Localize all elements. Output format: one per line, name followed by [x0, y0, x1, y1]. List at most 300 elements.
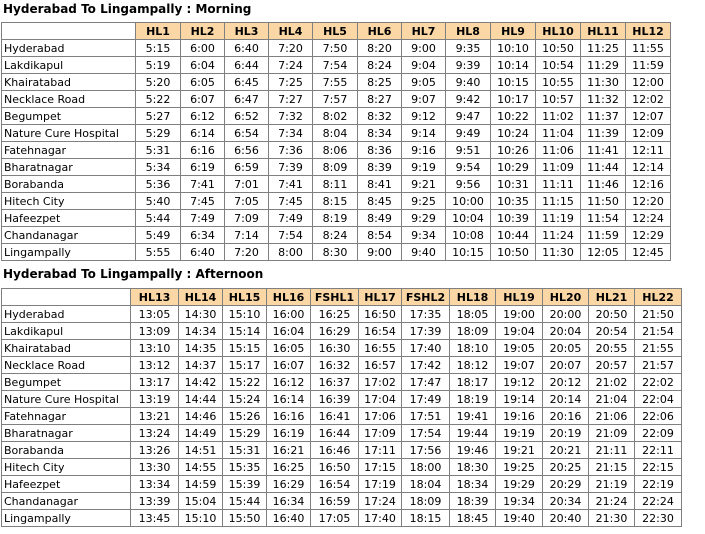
departure-time-cell: 15:50: [223, 510, 267, 527]
departure-time-cell: 7:20: [269, 40, 313, 57]
departure-time-cell: 17:42: [402, 357, 450, 374]
departure-time-cell: 5:19: [136, 57, 181, 74]
departure-time-cell: 14:35: [179, 340, 223, 357]
departure-time-cell: 11:04: [536, 125, 581, 142]
departure-time-cell: 14:59: [179, 476, 223, 493]
departure-time-cell: 16:16: [267, 408, 311, 425]
departure-time-cell: 16:29: [311, 323, 359, 340]
departure-time-cell: 16:50: [359, 306, 402, 323]
departure-time-cell: 13:05: [131, 306, 179, 323]
station-name-cell: Bharatnagar: [2, 159, 136, 176]
departure-time-cell: 10:50: [491, 244, 536, 261]
departure-time-cell: 20:40: [543, 510, 589, 527]
departure-time-cell: 17:49: [402, 391, 450, 408]
departure-time-cell: 11:39: [581, 125, 626, 142]
departure-time-cell: 5:27: [136, 108, 181, 125]
departure-time-cell: 16:19: [267, 425, 311, 442]
departure-time-cell: 17:39: [402, 323, 450, 340]
departure-time-cell: 21:04: [589, 391, 635, 408]
departure-time-cell: 20:55: [589, 340, 635, 357]
departure-time-cell: 19:05: [496, 340, 543, 357]
departure-time-cell: 20:14: [543, 391, 589, 408]
departure-time-cell: 22:15: [635, 459, 682, 476]
departure-time-cell: 18:05: [450, 306, 496, 323]
departure-time-cell: 9:12: [402, 108, 446, 125]
station-name-cell: Khairatabad: [2, 340, 131, 357]
departure-time-cell: 17:47: [402, 374, 450, 391]
departure-time-cell: 9:14: [402, 125, 446, 142]
departure-time-cell: 6:16: [181, 142, 225, 159]
departure-time-cell: 18:39: [450, 493, 496, 510]
departure-time-cell: 19:00: [496, 306, 543, 323]
departure-time-cell: 22:04: [635, 391, 682, 408]
departure-time-cell: 15:35: [223, 459, 267, 476]
departure-time-cell: 9:25: [402, 193, 446, 210]
timetable-row: [2, 142, 671, 159]
train-number-header: HL14: [179, 289, 223, 306]
departure-time-cell: 7:55: [313, 74, 358, 91]
header-row: [2, 23, 671, 40]
station-name-cell: Bharatnagar: [2, 425, 131, 442]
timetable-row: [2, 391, 682, 408]
departure-time-cell: 7:49: [181, 210, 225, 227]
afternoon-section-title: Hyderabad To Lingampally : Afternoon: [3, 267, 264, 281]
departure-time-cell: 8:19: [313, 210, 358, 227]
departure-time-cell: 19:04: [496, 323, 543, 340]
departure-time-cell: 15:10: [223, 306, 267, 323]
departure-time-cell: 18:15: [402, 510, 450, 527]
departure-time-cell: 7:50: [313, 40, 358, 57]
departure-time-cell: 9:51: [446, 142, 491, 159]
departure-time-cell: 15:26: [223, 408, 267, 425]
departure-time-cell: 10:35: [491, 193, 536, 210]
departure-time-cell: 9:42: [446, 91, 491, 108]
station-header-cell: [2, 23, 136, 40]
departure-time-cell: 17:06: [359, 408, 402, 425]
departure-time-cell: 8:45: [358, 193, 402, 210]
departure-time-cell: 19:14: [496, 391, 543, 408]
departure-time-cell: 5:40: [136, 193, 181, 210]
departure-time-cell: 11:50: [581, 193, 626, 210]
timetable-row: [2, 493, 682, 510]
departure-time-cell: 5:44: [136, 210, 181, 227]
departure-time-cell: 17:15: [359, 459, 402, 476]
train-number-header: HL4: [269, 23, 313, 40]
departure-time-cell: 18:34: [450, 476, 496, 493]
departure-time-cell: 15:22: [223, 374, 267, 391]
departure-time-cell: 6:40: [181, 244, 225, 261]
timetable-row: [2, 340, 682, 357]
departure-time-cell: 20:04: [543, 323, 589, 340]
departure-time-cell: 22:30: [635, 510, 682, 527]
departure-time-cell: 6:12: [181, 108, 225, 125]
departure-time-cell: 8:32: [358, 108, 402, 125]
departure-time-cell: 11:46: [581, 176, 626, 193]
departure-time-cell: 9:40: [446, 74, 491, 91]
departure-time-cell: 8:36: [358, 142, 402, 159]
departure-time-cell: 7:45: [269, 193, 313, 210]
departure-time-cell: 14:46: [179, 408, 223, 425]
departure-time-cell: 6:05: [181, 74, 225, 91]
departure-time-cell: 13:10: [131, 340, 179, 357]
departure-time-cell: 17:05: [311, 510, 359, 527]
departure-time-cell: 21:19: [589, 476, 635, 493]
departure-time-cell: 17:09: [359, 425, 402, 442]
departure-time-cell: 9:39: [446, 57, 491, 74]
departure-time-cell: 11:41: [581, 142, 626, 159]
station-name-cell: Nature Cure Hospital: [2, 125, 136, 142]
departure-time-cell: 10:17: [491, 91, 536, 108]
departure-time-cell: 15:17: [223, 357, 267, 374]
station-name-cell: Necklace Road: [2, 357, 131, 374]
departure-time-cell: 19:34: [496, 493, 543, 510]
departure-time-cell: 12:00: [626, 74, 671, 91]
timetable-row: [2, 374, 682, 391]
departure-time-cell: 20:50: [589, 306, 635, 323]
departure-time-cell: 16:21: [267, 442, 311, 459]
departure-time-cell: 6:45: [225, 74, 269, 91]
departure-time-cell: 8:39: [358, 159, 402, 176]
departure-time-cell: 7:34: [269, 125, 313, 142]
departure-time-cell: 16:40: [267, 510, 311, 527]
departure-time-cell: 20:54: [589, 323, 635, 340]
departure-time-cell: 21:55: [635, 340, 682, 357]
departure-time-cell: 21:02: [589, 374, 635, 391]
station-name-cell: Chandanagar: [2, 493, 131, 510]
timetable-row: [2, 74, 671, 91]
departure-time-cell: 6:07: [181, 91, 225, 108]
departure-time-cell: 16:54: [359, 323, 402, 340]
station-name-cell: Lingampally: [2, 244, 136, 261]
departure-time-cell: 16:04: [267, 323, 311, 340]
departure-time-cell: 14:34: [179, 323, 223, 340]
train-number-header: HL7: [402, 23, 446, 40]
departure-time-cell: 7:05: [225, 193, 269, 210]
departure-time-cell: 12:11: [626, 142, 671, 159]
departure-time-cell: 16:57: [359, 357, 402, 374]
departure-time-cell: 10:57: [536, 91, 581, 108]
departure-time-cell: 21:06: [589, 408, 635, 425]
departure-time-cell: 9:54: [446, 159, 491, 176]
departure-time-cell: 10:54: [536, 57, 581, 74]
departure-time-cell: 9:40: [402, 244, 446, 261]
departure-time-cell: 18:17: [450, 374, 496, 391]
departure-time-cell: 10:14: [491, 57, 536, 74]
departure-time-cell: 11:11: [536, 176, 581, 193]
train-number-header: HL10: [536, 23, 581, 40]
station-name-cell: Lakdikapul: [2, 323, 131, 340]
departure-time-cell: 17:04: [359, 391, 402, 408]
station-name-cell: Hyderabad: [2, 40, 136, 57]
timetable-row: [2, 227, 671, 244]
departure-time-cell: 10:10: [491, 40, 536, 57]
departure-time-cell: 19:25: [496, 459, 543, 476]
station-name-cell: Hafeezpet: [2, 476, 131, 493]
departure-time-cell: 8:15: [313, 193, 358, 210]
departure-time-cell: 5:22: [136, 91, 181, 108]
departure-time-cell: 17:56: [402, 442, 450, 459]
departure-time-cell: 9:07: [402, 91, 446, 108]
departure-time-cell: 11:55: [626, 40, 671, 57]
departure-time-cell: 8:54: [358, 227, 402, 244]
departure-time-cell: 20:34: [543, 493, 589, 510]
timetable-row: [2, 91, 671, 108]
departure-time-cell: 21:11: [589, 442, 635, 459]
departure-time-cell: 8:34: [358, 125, 402, 142]
train-number-header: HL16: [267, 289, 311, 306]
departure-time-cell: 10:31: [491, 176, 536, 193]
departure-time-cell: 19:29: [496, 476, 543, 493]
departure-time-cell: 18:00: [402, 459, 450, 476]
departure-time-cell: 16:30: [311, 340, 359, 357]
departure-time-cell: 16:00: [267, 306, 311, 323]
train-number-header: HL1: [136, 23, 181, 40]
departure-time-cell: 16:54: [311, 476, 359, 493]
departure-time-cell: 14:49: [179, 425, 223, 442]
departure-time-cell: 19:41: [450, 408, 496, 425]
train-number-header: HL18: [450, 289, 496, 306]
departure-time-cell: 6:44: [225, 57, 269, 74]
departure-time-cell: 13:39: [131, 493, 179, 510]
departure-time-cell: 8:02: [313, 108, 358, 125]
departure-time-cell: 10:08: [446, 227, 491, 244]
departure-time-cell: 21:24: [589, 493, 635, 510]
departure-time-cell: 16:59: [311, 493, 359, 510]
departure-time-cell: 9:29: [402, 210, 446, 227]
departure-time-cell: 20:57: [589, 357, 635, 374]
timetable-row: [2, 244, 671, 261]
departure-time-cell: 12:14: [626, 159, 671, 176]
departure-time-cell: 16:41: [311, 408, 359, 425]
departure-time-cell: 9:21: [402, 176, 446, 193]
train-number-header: HL8: [446, 23, 491, 40]
departure-time-cell: 16:55: [359, 340, 402, 357]
departure-time-cell: 8:27: [358, 91, 402, 108]
departure-time-cell: 7:41: [269, 176, 313, 193]
departure-time-cell: 9:49: [446, 125, 491, 142]
departure-time-cell: 8:25: [358, 74, 402, 91]
departure-time-cell: 11:32: [581, 91, 626, 108]
departure-time-cell: 8:24: [313, 227, 358, 244]
departure-time-cell: 6:56: [225, 142, 269, 159]
morning-section-title: Hyderabad To Lingampally : Morning: [3, 2, 252, 16]
departure-time-cell: 16:50: [311, 459, 359, 476]
departure-time-cell: 16:12: [267, 374, 311, 391]
departure-time-cell: 17:19: [359, 476, 402, 493]
departure-time-cell: 20:19: [543, 425, 589, 442]
train-number-header: HL13: [131, 289, 179, 306]
timetable-row: [2, 306, 682, 323]
departure-time-cell: 15:10: [179, 510, 223, 527]
station-name-cell: Begumpet: [2, 374, 131, 391]
departure-time-cell: 19:12: [496, 374, 543, 391]
departure-time-cell: 16:46: [311, 442, 359, 459]
departure-time-cell: 20:00: [543, 306, 589, 323]
departure-time-cell: 9:19: [402, 159, 446, 176]
departure-time-cell: 6:40: [225, 40, 269, 57]
departure-time-cell: 10:00: [446, 193, 491, 210]
timetable-row: [2, 40, 671, 57]
departure-time-cell: 11:54: [581, 210, 626, 227]
departure-time-cell: 17:35: [402, 306, 450, 323]
departure-time-cell: 21:09: [589, 425, 635, 442]
departure-time-cell: 8:41: [358, 176, 402, 193]
departure-time-cell: 20:05: [543, 340, 589, 357]
departure-time-cell: 10:44: [491, 227, 536, 244]
station-name-cell: Lingampally: [2, 510, 131, 527]
departure-time-cell: 6:34: [181, 227, 225, 244]
departure-time-cell: 10:15: [491, 74, 536, 91]
departure-time-cell: 10:22: [491, 108, 536, 125]
departure-time-cell: 5:49: [136, 227, 181, 244]
timetable-row: [2, 57, 671, 74]
departure-time-cell: 10:26: [491, 142, 536, 159]
departure-time-cell: 22:11: [635, 442, 682, 459]
departure-time-cell: 6:47: [225, 91, 269, 108]
departure-time-cell: 9:34: [402, 227, 446, 244]
departure-time-cell: 20:25: [543, 459, 589, 476]
departure-time-cell: 20:29: [543, 476, 589, 493]
departure-time-cell: 16:39: [311, 391, 359, 408]
departure-time-cell: 11:15: [536, 193, 581, 210]
departure-time-cell: 21:15: [589, 459, 635, 476]
train-number-header: FSHL1: [311, 289, 359, 306]
departure-time-cell: 15:31: [223, 442, 267, 459]
departure-time-cell: 6:52: [225, 108, 269, 125]
departure-time-cell: 15:29: [223, 425, 267, 442]
departure-time-cell: 7:41: [181, 176, 225, 193]
train-number-header: HL5: [313, 23, 358, 40]
departure-time-cell: 14:42: [179, 374, 223, 391]
departure-time-cell: 7:39: [269, 159, 313, 176]
timetable-row: [2, 425, 682, 442]
timetable-row: [2, 176, 671, 193]
departure-time-cell: 7:54: [269, 227, 313, 244]
departure-time-cell: 16:05: [267, 340, 311, 357]
departure-time-cell: 8:49: [358, 210, 402, 227]
train-number-header: HL6: [358, 23, 402, 40]
departure-time-cell: 16:14: [267, 391, 311, 408]
departure-time-cell: 8:09: [313, 159, 358, 176]
departure-time-cell: 11:06: [536, 142, 581, 159]
departure-time-cell: 21:30: [589, 510, 635, 527]
departure-time-cell: 13:19: [131, 391, 179, 408]
departure-time-cell: 10:50: [536, 40, 581, 57]
departure-time-cell: 10:24: [491, 125, 536, 142]
departure-time-cell: 8:30: [313, 244, 358, 261]
station-name-cell: Nature Cure Hospital: [2, 391, 131, 408]
train-number-header: HL12: [626, 23, 671, 40]
departure-time-cell: 8:20: [358, 40, 402, 57]
train-number-header: HL17: [359, 289, 402, 306]
departure-time-cell: 15:14: [223, 323, 267, 340]
station-name-cell: Fatehnagar: [2, 142, 136, 159]
departure-time-cell: 17:02: [359, 374, 402, 391]
station-name-cell: Hitech City: [2, 193, 136, 210]
departure-time-cell: 7:25: [269, 74, 313, 91]
departure-time-cell: 17:51: [402, 408, 450, 425]
departure-time-cell: 15:39: [223, 476, 267, 493]
departure-time-cell: 12:45: [626, 244, 671, 261]
departure-time-cell: 12:05: [581, 244, 626, 261]
departure-time-cell: 11:09: [536, 159, 581, 176]
departure-time-cell: 10:39: [491, 210, 536, 227]
departure-time-cell: 12:16: [626, 176, 671, 193]
departure-time-cell: 8:24: [358, 57, 402, 74]
departure-time-cell: 20:07: [543, 357, 589, 374]
departure-time-cell: 6:54: [225, 125, 269, 142]
timetable-row: [2, 108, 671, 125]
train-number-header: HL2: [181, 23, 225, 40]
departure-time-cell: 10:15: [446, 244, 491, 261]
departure-time-cell: 8:06: [313, 142, 358, 159]
departure-time-cell: 15:24: [223, 391, 267, 408]
departure-time-cell: 5:34: [136, 159, 181, 176]
train-number-header: HL11: [581, 23, 626, 40]
departure-time-cell: 12:24: [626, 210, 671, 227]
departure-time-cell: 20:12: [543, 374, 589, 391]
departure-time-cell: 21:50: [635, 306, 682, 323]
station-name-cell: Fatehnagar: [2, 408, 131, 425]
departure-time-cell: 11:37: [581, 108, 626, 125]
departure-time-cell: 12:09: [626, 125, 671, 142]
departure-time-cell: 11:30: [581, 74, 626, 91]
departure-time-cell: 18:30: [450, 459, 496, 476]
departure-time-cell: 7:32: [269, 108, 313, 125]
departure-time-cell: 7:14: [225, 227, 269, 244]
departure-time-cell: 15:15: [223, 340, 267, 357]
departure-time-cell: 18:04: [402, 476, 450, 493]
departure-time-cell: 16:37: [311, 374, 359, 391]
departure-time-cell: 11:19: [536, 210, 581, 227]
departure-time-cell: 7:54: [313, 57, 358, 74]
departure-time-cell: 13:26: [131, 442, 179, 459]
departure-time-cell: 9:05: [402, 74, 446, 91]
departure-time-cell: 18:09: [402, 493, 450, 510]
departure-time-cell: 6:14: [181, 125, 225, 142]
departure-time-cell: 16:34: [267, 493, 311, 510]
departure-time-cell: 9:47: [446, 108, 491, 125]
departure-time-cell: 12:20: [626, 193, 671, 210]
departure-time-cell: 19:19: [496, 425, 543, 442]
departure-time-cell: 7:57: [313, 91, 358, 108]
timetable-row: [2, 159, 671, 176]
train-number-header: HL21: [589, 289, 635, 306]
departure-time-cell: 18:45: [450, 510, 496, 527]
departure-time-cell: 11:59: [581, 227, 626, 244]
station-name-cell: Chandanagar: [2, 227, 136, 244]
departure-time-cell: 11:30: [536, 244, 581, 261]
timetable-row: [2, 323, 682, 340]
departure-time-cell: 21:54: [635, 323, 682, 340]
timetable-row: [2, 510, 682, 527]
afternoon-timetable: [1, 288, 682, 527]
departure-time-cell: 5:15: [136, 40, 181, 57]
train-number-header: FSHL2: [402, 289, 450, 306]
departure-time-cell: 14:37: [179, 357, 223, 374]
departure-time-cell: 7:36: [269, 142, 313, 159]
departure-time-cell: 15:04: [179, 493, 223, 510]
departure-time-cell: 22:09: [635, 425, 682, 442]
departure-time-cell: 7:45: [181, 193, 225, 210]
departure-time-cell: 20:21: [543, 442, 589, 459]
departure-time-cell: 13:34: [131, 476, 179, 493]
departure-time-cell: 15:44: [223, 493, 267, 510]
header-row: [2, 289, 682, 306]
departure-time-cell: 16:25: [267, 459, 311, 476]
station-name-cell: Hitech City: [2, 459, 131, 476]
departure-time-cell: 18:19: [450, 391, 496, 408]
